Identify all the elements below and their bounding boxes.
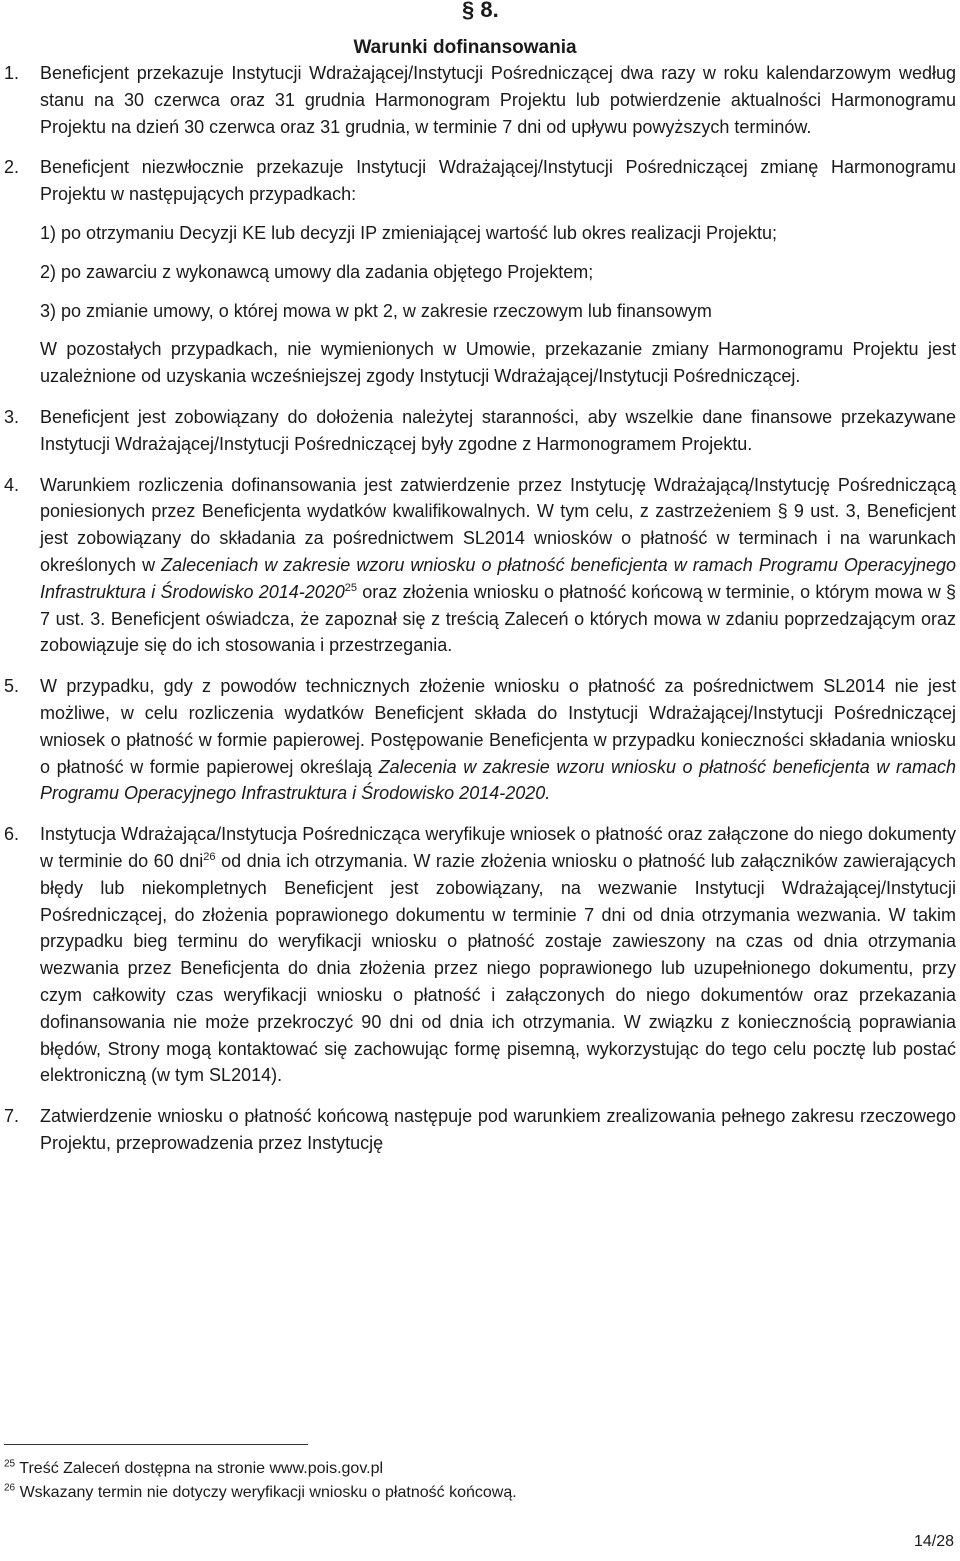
list-item — [0, 220, 960, 247]
paragraph-4 — [0, 472, 960, 660]
paragraph-1 — [0, 60, 960, 140]
paragraph-6 — [0, 821, 960, 1089]
paragraph-text: Zatwierdzenie wniosku o płatność końcową następuje pod warunkiem zrealizowania pełnego zakresu rzeczowego Projektu, przeprowadzenia przez Instytucję — [40, 1106, 956, 1153]
italic-reference: Zalecenia w zakresie wzoru wniosku o płatność beneficjenta w ramach Programu Operacyjnego Infrastruktura i Środowisko 2014-2020. — [40, 756, 956, 804]
footnote-text: Wskazany termin nie dotyczy weryfikacji wniosku o płatność końcową. — [15, 1484, 517, 1501]
section-sign: § — [777, 501, 788, 522]
paragraph-number: 5. — [4, 676, 20, 697]
paragraph-number: 2. — [4, 157, 20, 178]
list-item — [0, 298, 960, 325]
paragraph-3 — [0, 404, 960, 458]
paragraph-text: od dnia ich otrzymania. W razie złożenia wniosku o płatność lub załączników zawierających błędy lub niekompletnych Beneficjent jest zobowiązany, na wezwanie Instytucji Wdrażającej/Instytucji Pośredniczącej, do złożenia poprawionego dokumentu w terminie 7 dni od dnia otrzymania wezwania. W takim przypadku bieg terminu do weryfikacji wniosku o płatność zostaje zawieszony na czas od dnia otrzymania wezwania przez Beneficjenta do dnia złożenia przez niego poprawionego lub uzupełnionego dokumentu, przy czym całkowity czas weryfikacji wniosku o płatność i załączonych do niego dokumentów oraz przekazania dofinansowania nie może przekroczyć 90 dni od dnia ich otrzymania. W związku z koniecznością poprawiania błędów, Strony mogą kontaktować się zachowując formę pisemną, wykorzystując do tego celu pocztę lub postać elektroniczną (w tym SL2014). — [40, 850, 956, 1086]
section-title: Warunki dofinansowania — [353, 37, 577, 58]
paragraph-number: 1. — [4, 63, 20, 83]
paragraph-text: oraz złożenia wniosku o płatność końcową w terminie, o którym mowa w — [357, 581, 946, 602]
paragraph-5 — [0, 673, 960, 807]
footnote-divider — [4, 1444, 308, 1445]
paragraph-text: Beneficjent niezwłocznie przekazuje Instytucji Wdrażającej/Instytucji Pośredniczącej zmianę Harmonogramu Projektu w następujących przypadkach: — [40, 157, 956, 205]
paragraph-number: 7. — [4, 1106, 20, 1127]
footnote-ref-26[interactable]: 26 — [203, 850, 216, 863]
list-item-number: 1) — [40, 222, 57, 243]
footnote-ref-25[interactable]: 25 — [344, 581, 358, 594]
footnote-number: 26 — [4, 1482, 16, 1494]
list-item-text: po zawarciu z wykonawcą umowy dla zadania objętego Projektem; — [61, 261, 594, 282]
paragraph-number: 6. — [4, 824, 20, 845]
footnote-text: Treść Zaleceń dostępna na stronie www.pois.gov.pl — [15, 1460, 384, 1477]
section-sign: § — [945, 581, 956, 602]
italic-reference: Zaleceniach w zakresie wzoru wniosku o płatność beneficjenta w ramach Programu Operacyjnego Infrastruktura i Środowisko 2014-2020 — [40, 554, 956, 602]
page-number: 14/28 — [913, 1533, 954, 1550]
paragraph-text: Beneficjent przekazuje Instytucji Wdrażającej/Instytucji Pośredniczącej dwa razy w roku kalendarzowym według stanu na 30 czerwca oraz 31 grudnia Harmonogram Projektu lub potwierdzenie aktualności Harmonogramu Projektu na dzień 30 czerwca oraz 31 grudnia, w terminie 7 dni od upływu powyższych terminów. — [40, 63, 956, 137]
paragraph-text: Warunkiem rozliczenia dofinansowania jest zatwierdzenie przez Instytucję Wdrażającą/Instytucję Pośredniczącą poniesionych przez Beneficjenta wydatków kwalifikowalnych. W tym celu, z zastrzeżeniem — [40, 474, 956, 522]
list-item-number: 3) — [40, 300, 57, 321]
footnote-26 — [4, 1481, 944, 1505]
paragraph-number: 3. — [4, 406, 20, 427]
paragraph-text: 7 ust. 3. Beneficjent oświadcza, że zapoznał się z treścią Zaleceń o których mowa w zdaniu poprzedzającym oraz zobowiązuje się do ich stosowania i przestrzegania. — [40, 608, 956, 656]
footnote-number: 25 — [4, 1458, 16, 1470]
list-item-number: 2) — [40, 261, 57, 282]
footnote-25 — [4, 1457, 944, 1481]
paragraph-2-closing: W pozostałych przypadkach, nie wymienionych w Umowie, przekazanie zmiany Harmonogramu Projektu jest uzależnione od uzyskania wcześniejszej zgody Instytucji Wdrażającej/Instytucji Pośredniczącej. — [40, 339, 956, 387]
paragraph-number: 4. — [4, 474, 20, 495]
section-number: § 8. — [462, 0, 499, 22]
paragraph-text: Instytucja Wdrażająca/Instytucja Pośrednicząca weryfikuje wniosek o płatność oraz załączone do niego dokumenty w terminie do 60 dni — [40, 824, 956, 871]
list-item-text: po otrzymaniu Decyzji KE lub decyzji IP zmieniającej wartość lub okres realizacji Projektu; — [61, 222, 777, 243]
footnotes — [4, 1457, 944, 1505]
paragraph-text: 9 ust. 3, Beneficjent jest zobowiązany do składania za pośrednictwem SL2014 wniosków o płatność w terminach i na warunkach określonych w — [40, 501, 956, 575]
list-item-text: po zmianie umowy, o której mowa w pkt 2, w zakresie rzeczowym lub finansowym — [61, 300, 712, 321]
paragraph-2 — [0, 154, 960, 208]
list-item — [0, 259, 960, 286]
section-body — [0, 60, 960, 1157]
paragraph-text: W przypadku, gdy z powodów technicznych złożenie wniosku o płatność za pośrednictwem SL2014 nie jest możliwe, w celu rozliczenia wydatków Beneficjent składa do Instytucji Wdrażającej/Instytucji Pośredniczącej wniosek o płatność w formie papierowej. Postępowanie Beneficjenta w przypadku konieczności składania wniosku o płatność w formie papierowej określają — [40, 676, 956, 777]
paragraph-7 — [0, 1103, 960, 1157]
paragraph-text: Beneficjent jest zobowiązany do dołożenia należytej staranności, aby wszelkie dane finansowe przekazywane Instytucji Wdrażającej/Instytucji Pośredniczącej były zgodne z Harmonogramem Projektu. — [40, 406, 956, 454]
